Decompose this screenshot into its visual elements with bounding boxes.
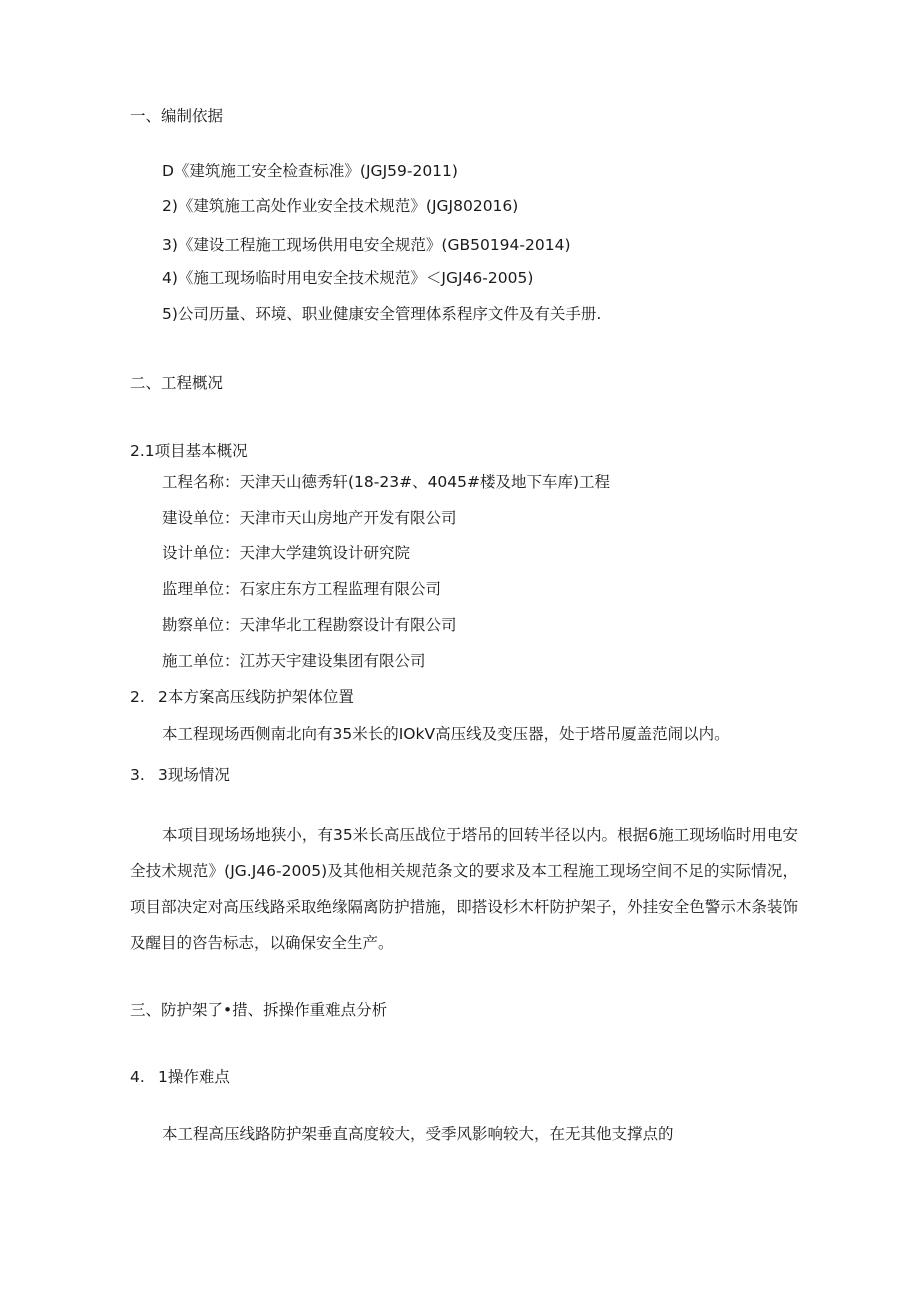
project-info-surveyor: 勘察单位：天津华北工程勘察设计有限公司 [162,616,457,634]
project-info-supervisor: 监理单位：石家庄东方工程监理有限公司 [162,580,442,598]
overview-sub2-title: 2本方案高压线防护架体位置 [158,688,354,706]
section-heading-overview: 二、工程概况 [130,374,224,392]
overview-sub2-heading [130,687,354,707]
overview-sub3-number: 3. [130,766,145,784]
basis-item-4: 4)《施工现场临时用电安全技术规范》＜JGJ46-2005) [162,269,534,287]
project-info-designer: 设计单位：天津大学建筑设计研究院 [162,544,411,562]
overview-sub2-text: 本工程现场西侧南北向有35米长的IOkV高压线及变压器，处于塔吊厦盖范闹以内。 [162,725,730,743]
basis-item-5: 5)公司历量、环境、职业健康安全管理体系程序文件及有关手册. [162,305,602,323]
project-info-contractor: 施工单位：江苏天宇建设集团有限公司 [162,652,426,670]
section-heading-basis: 一、编制依据 [130,107,224,125]
analysis-sub1-text: 本工程高压线路防护架垂直高度较大，受季风影响较大，在无其他支撑点的 [162,1125,674,1143]
basis-item-3: 3)《建设工程施工现场供用电安全规范》(GB50194-2014) [162,236,571,254]
project-info-builder: 建设单位：天津市天山房地产开发有限公司 [162,509,457,527]
basis-item-1: D《建筑施工安全检查标准》(JGJ59-2011) [162,162,458,180]
basis-item-2: 2)《建筑施工高处作业安全技术规范》(JGJ802016) [162,197,519,215]
overview-sub1-title: 2.1项目基本概况 [130,442,248,460]
overview-sub2-number: 2. [130,688,145,706]
analysis-sub1-heading [130,1067,230,1087]
project-info-name: 工程名称：天津天山德秀轩(18-23#、4045#楼及地下车库)工程 [162,473,611,491]
section-heading-analysis: 三、防护架了•措、拆操作重难点分析 [130,1001,388,1019]
overview-sub3-title: 3现场情况 [158,766,230,784]
overview-sub3-heading [130,765,230,785]
overview-sub3-paragraph: 本项目现场场地狭小，有35米长高压战位于塔吊的回转半径以内。根据6施工现场临时用电安全技术规范》(JG.J46-2005)及其他相关规范条文的要求及本工程施工现场空间不足的实际情况，项目部决定对高压线路采取绝缘隔离防护措施，即搭设杉木杆防护架子，外挂安全色警示木条装饰及醒目的咨告标志，以确保安全生产。 [130,826,798,952]
analysis-sub1-title: 1操作难点 [158,1068,230,1086]
analysis-sub1-number: 4. [130,1068,145,1086]
